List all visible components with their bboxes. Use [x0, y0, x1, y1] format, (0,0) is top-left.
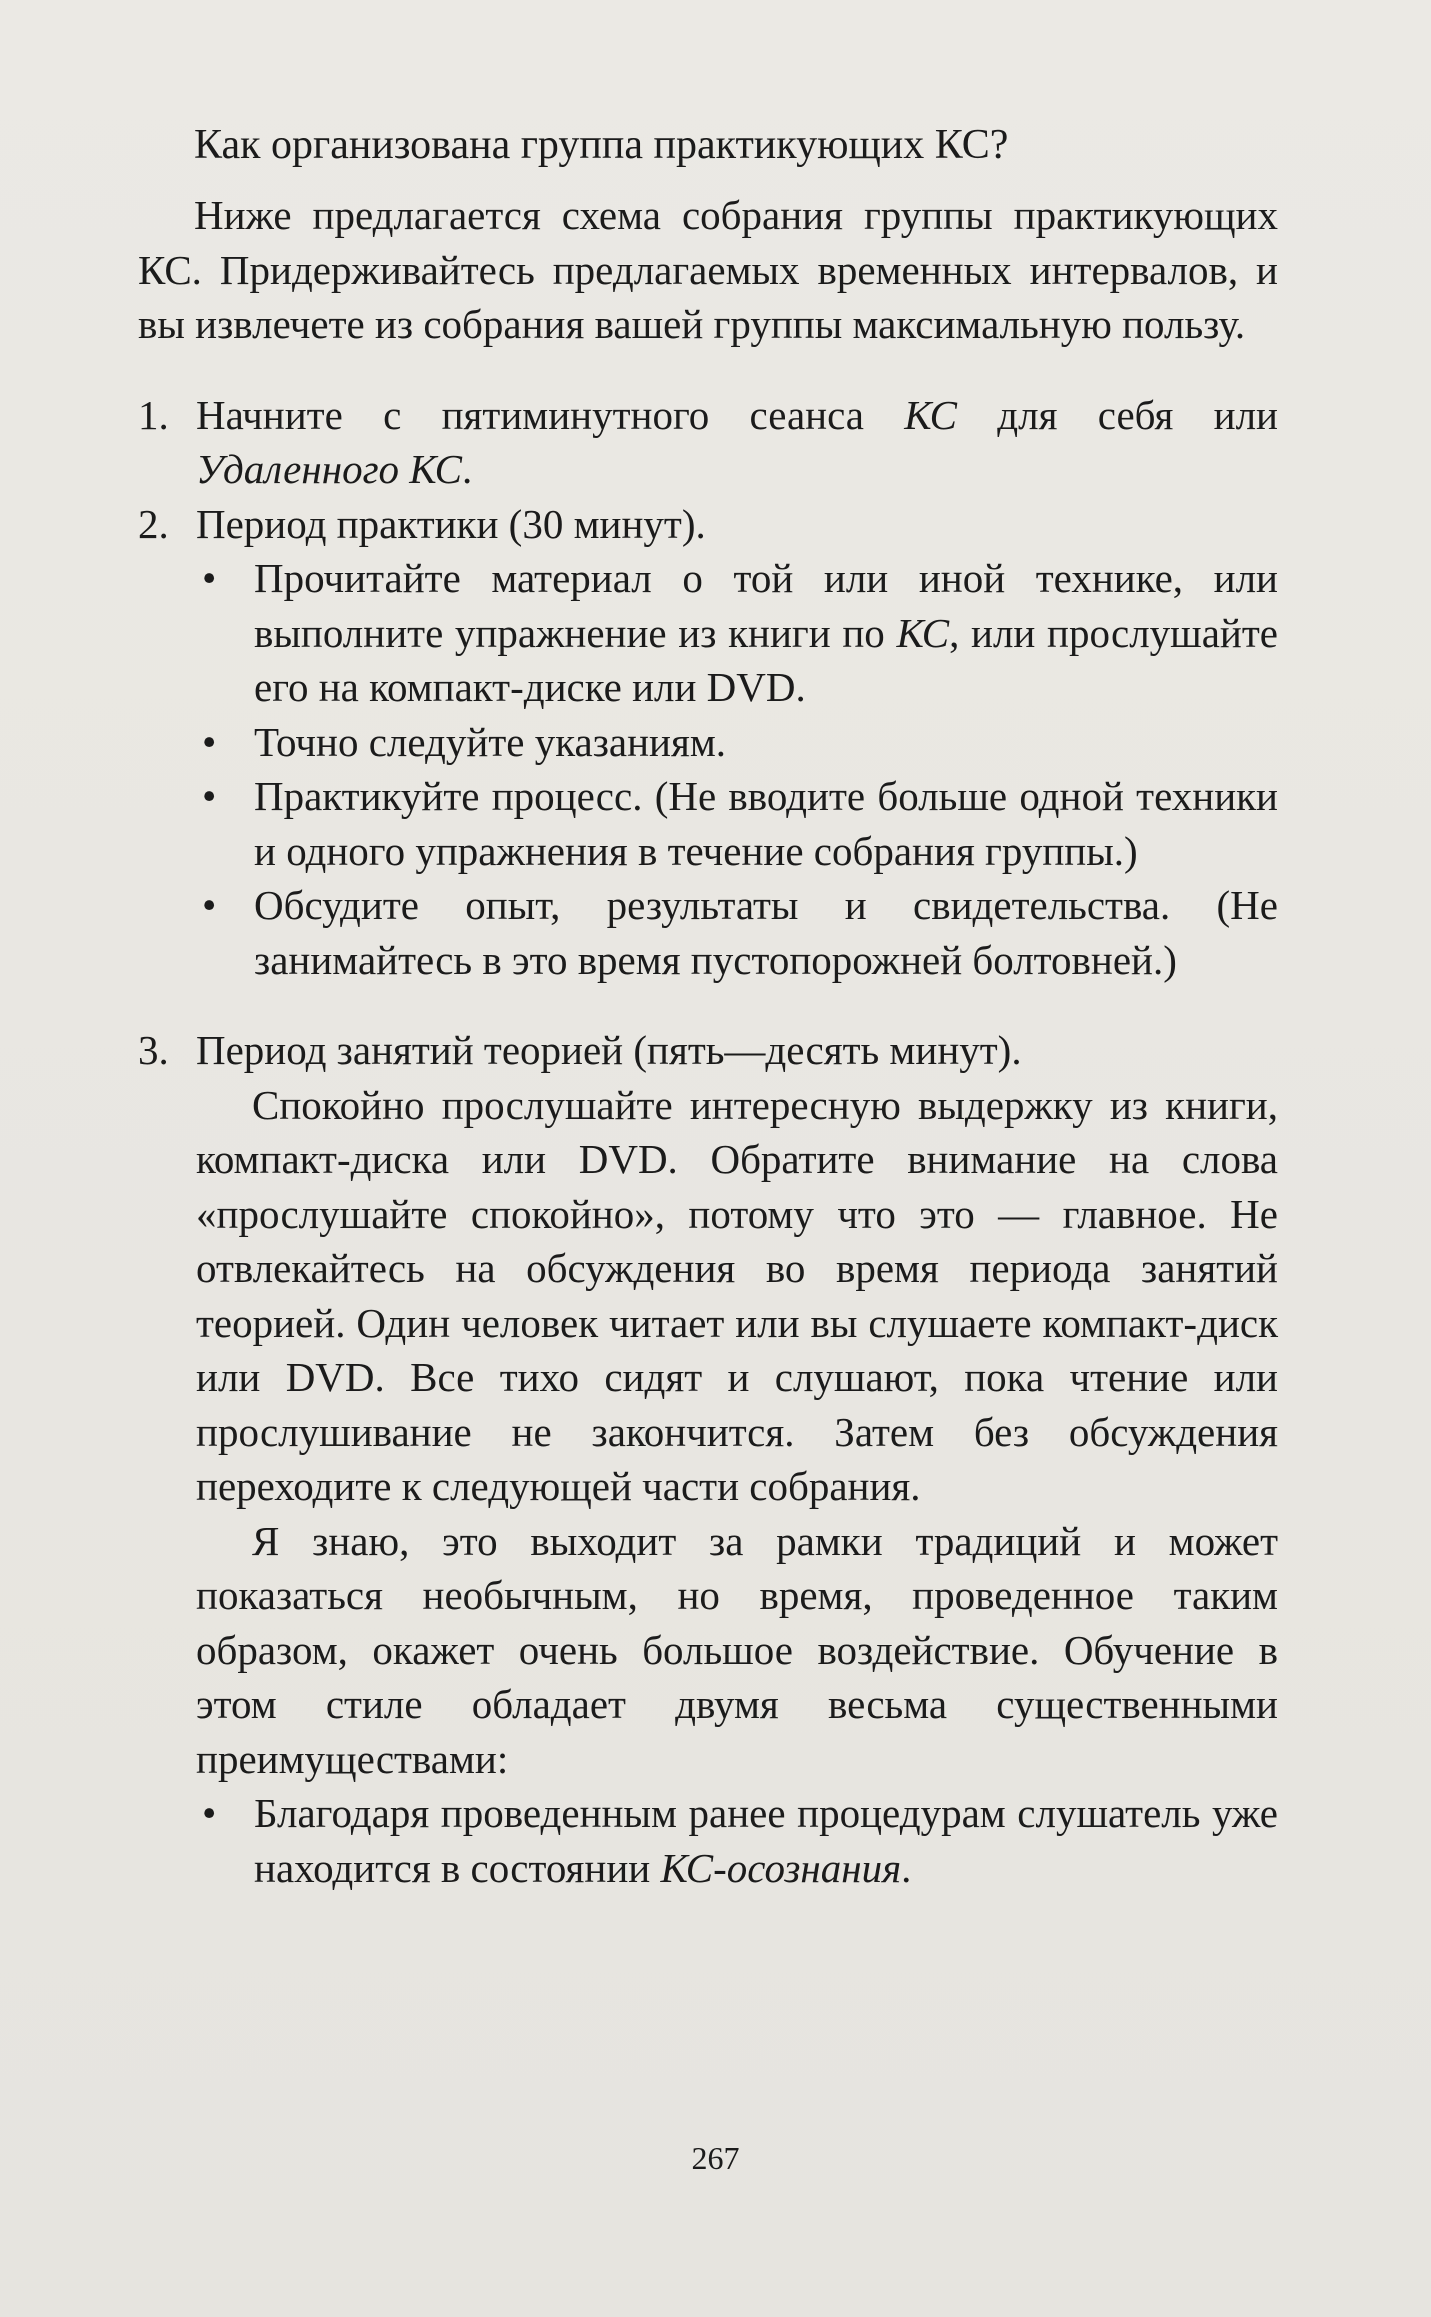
step-3-bullets: [138, 1786, 1278, 1895]
step-2-bullets: [138, 551, 1278, 987]
bullet-text-part: , или прослушайте его на компакт-диске или DVD.: [254, 609, 1278, 710]
step-3-paragraph-1: Спокойно прослушайте интересную выдержку из книги, компакт-диска или DVD. Обратите внимание на слова «прослушайте спокойно», потому что это — главное. Не отвлекайтесь на обсуждения во время периода занятий теорией. Один человек читает или вы слушаете компакт-диск или DVD. Все тихо сидят и слушают, пока чтение или прослушивание не закончится. Затем без обсуждения переходите к следующей части собрания.: [196, 1081, 1278, 1509]
step-text: Период занятий теорией (пять—десять минут).: [196, 1027, 1022, 1073]
bullet-text: Точно следуйте указаниям.: [254, 718, 727, 765]
bullet-text-part: .: [901, 1844, 912, 1891]
list-item: [196, 878, 1278, 987]
list-item: [196, 715, 1278, 770]
bullet-text: Практикуйте процесс. (Не вводите больше одной техники и одного упражнения в течение собрания группы.): [254, 773, 1278, 874]
step-2: [138, 497, 1278, 552]
bullet-icon: •: [202, 882, 217, 928]
bullet-icon: •: [202, 718, 217, 765]
bullet-text-part: Благодаря проведенным ранее процедурам слушатель уже находится в состоянии: [254, 1790, 1278, 1891]
step-1: [138, 388, 1278, 497]
bullet-text-italic: КС: [896, 609, 950, 656]
list-item: [196, 551, 1278, 715]
bullet-text: Обсудите опыт, результаты и свидетельства. (Не занимайтесь в это время пустопорожней болтовней.): [254, 882, 1278, 983]
step-text-italic: Удаленного КС: [196, 446, 462, 492]
bullet-text-part: Прочитайте материал о той или иной технике, или выполните упражнение из книги по: [254, 555, 1278, 656]
step-number: 1.: [138, 391, 169, 438]
bullet-icon: •: [202, 773, 217, 819]
bullet-text: [254, 1786, 1278, 1895]
step-text-part: Начните с пятиминутного сеанса: [196, 391, 905, 438]
bullet-icon: •: [202, 555, 217, 601]
step-text-part: для себя или: [956, 391, 1278, 438]
list-item: [196, 1786, 1278, 1895]
step-3-body: [138, 1078, 1278, 1787]
step-text-italic: КС: [904, 391, 957, 438]
step-text-part: .: [461, 446, 473, 492]
step-number: 3.: [138, 1027, 169, 1073]
step-text: [196, 388, 1278, 497]
list-item: [196, 769, 1278, 878]
step-3: [138, 1023, 1278, 1078]
bullet-text-italic: КС-осознания: [660, 1844, 902, 1891]
bullet-text: [254, 551, 1278, 715]
intro-paragraph: Ниже предлагается схема собрания группы практикующих КС. Придерживайтесь предлагаемых временных интервалов, и вы извлечете из собрания вашей группы максимальную пользу.: [138, 192, 1278, 347]
step-3-paragraph-2: Я знаю, это выходит за рамки традиций и может показаться необычным, но время, проведенное таким образом, окажет очень большое воздействие. Обучение в этом стиле обладает двумя весьма существенными преимуществами:: [196, 1517, 1278, 1782]
page-content: [138, 118, 1278, 1895]
step-text: Период практики (30 минут).: [196, 500, 706, 547]
step-number: 2.: [138, 500, 169, 547]
section-title: Как организована группа практикующих КС?: [194, 122, 1009, 168]
page-number: 267: [691, 2140, 740, 2176]
bullet-icon: •: [202, 1790, 217, 1836]
